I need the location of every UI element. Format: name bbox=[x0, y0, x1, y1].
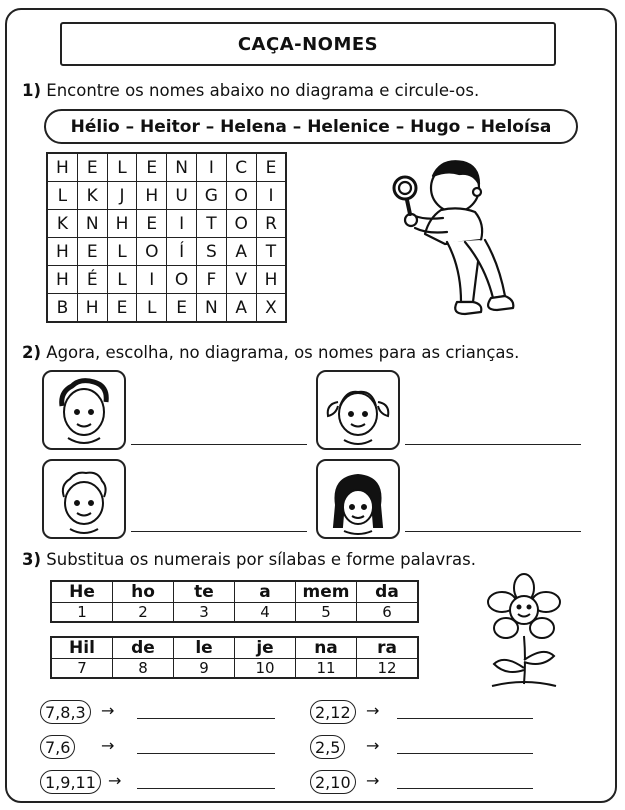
numeral-cell: 9 bbox=[174, 659, 235, 679]
grid-cell[interactable]: L bbox=[107, 238, 137, 266]
syllable-row bbox=[51, 581, 418, 603]
grid-cell[interactable]: O bbox=[226, 182, 256, 210]
arrow-icon: → bbox=[366, 771, 380, 790]
word-answer-line[interactable] bbox=[137, 788, 275, 789]
grid-cell[interactable]: E bbox=[77, 153, 107, 182]
grid-cell[interactable]: E bbox=[137, 210, 167, 238]
grid-cell[interactable]: O bbox=[226, 210, 256, 238]
grid-row bbox=[47, 210, 286, 238]
question-3 bbox=[22, 550, 476, 569]
numeral-cell: 12 bbox=[357, 659, 419, 679]
grid-cell[interactable]: O bbox=[137, 238, 167, 266]
numeral-cell: 2 bbox=[113, 603, 174, 623]
grid-cell[interactable]: L bbox=[107, 266, 137, 294]
answer-line-4[interactable] bbox=[405, 531, 581, 532]
grid-cell[interactable]: A bbox=[226, 238, 256, 266]
question-1-number: 1) bbox=[22, 81, 42, 100]
boy-magnifier-icon bbox=[385, 148, 525, 328]
number-code: 7,8,3 bbox=[40, 700, 91, 724]
question-1 bbox=[22, 81, 479, 100]
grid-cell[interactable]: H bbox=[137, 182, 167, 210]
grid-row bbox=[47, 182, 286, 210]
syllable-cell: Hil bbox=[51, 637, 113, 659]
grid-row bbox=[47, 294, 286, 323]
grid-cell[interactable]: I bbox=[196, 153, 226, 182]
syllable-cell: mem bbox=[296, 581, 357, 603]
grid-cell[interactable]: L bbox=[137, 294, 167, 323]
grid-cell[interactable]: F bbox=[196, 266, 226, 294]
question-1-text: Encontre os nomes abaixo no diagrama e circule-os. bbox=[46, 81, 480, 100]
syllable-cell: te bbox=[174, 581, 235, 603]
arrow-icon: → bbox=[366, 736, 380, 755]
grid-cell[interactable]: G bbox=[196, 182, 226, 210]
grid-cell[interactable]: U bbox=[167, 182, 197, 210]
number-code: 1,9,11 bbox=[40, 770, 101, 794]
grid-cell[interactable]: K bbox=[47, 210, 77, 238]
word-answer-line[interactable] bbox=[137, 718, 275, 719]
grid-row bbox=[47, 266, 286, 294]
syllable-cell: ho bbox=[113, 581, 174, 603]
wavy-hair-boy-icon bbox=[44, 461, 124, 537]
word-search-grid bbox=[46, 152, 287, 323]
grid-cell[interactable]: L bbox=[107, 153, 137, 182]
names-list bbox=[44, 109, 578, 144]
question-2-text: Agora, escolha, no diagrama, os nomes para as crianças. bbox=[46, 343, 520, 362]
grid-cell[interactable]: H bbox=[77, 294, 107, 323]
grid-cell[interactable]: X bbox=[256, 294, 286, 323]
grid-row bbox=[47, 238, 286, 266]
grid-cell[interactable]: E bbox=[137, 153, 167, 182]
syllable-cell: a bbox=[235, 581, 296, 603]
grid-cell[interactable]: E bbox=[107, 294, 137, 323]
grid-cell[interactable]: S bbox=[196, 238, 226, 266]
grid-cell[interactable]: C bbox=[226, 153, 256, 182]
question-3-number: 3) bbox=[22, 550, 42, 569]
question-3-text: Substitua os numerais por sílabas e forme palavras. bbox=[46, 550, 476, 569]
grid-cell[interactable]: L bbox=[47, 182, 77, 210]
numeral-cell: 1 bbox=[51, 603, 113, 623]
grid-cell[interactable]: J bbox=[107, 182, 137, 210]
child-photo-2 bbox=[316, 370, 400, 450]
number-code: 2,12 bbox=[310, 700, 356, 724]
question-2 bbox=[22, 343, 519, 362]
grid-cell[interactable]: E bbox=[77, 238, 107, 266]
grid-cell[interactable]: R bbox=[256, 210, 286, 238]
grid-cell[interactable]: Í bbox=[167, 238, 197, 266]
numeral-cell: 3 bbox=[174, 603, 235, 623]
grid-cell[interactable]: B bbox=[47, 294, 77, 323]
grid-cell[interactable]: H bbox=[47, 238, 77, 266]
syllable-cell: na bbox=[296, 637, 357, 659]
grid-cell[interactable]: N bbox=[77, 210, 107, 238]
numeral-cell: 6 bbox=[357, 603, 419, 623]
numeral-cell: 8 bbox=[113, 659, 174, 679]
syllable-cell: le bbox=[174, 637, 235, 659]
question-2-number: 2) bbox=[22, 343, 42, 362]
dark-hair-girl-icon bbox=[318, 461, 398, 537]
arrow-icon: → bbox=[366, 701, 380, 720]
answer-line-2[interactable] bbox=[405, 444, 581, 445]
numeral-cell: 5 bbox=[296, 603, 357, 623]
child-photo-4 bbox=[316, 459, 400, 539]
number-code: 7,6 bbox=[40, 735, 75, 759]
grid-cell[interactable]: I bbox=[256, 182, 286, 210]
syllable-cell: ra bbox=[357, 637, 419, 659]
answer-line-1[interactable] bbox=[131, 444, 307, 445]
grid-cell[interactable]: H bbox=[256, 266, 286, 294]
pigtails-girl-icon bbox=[318, 372, 398, 448]
grid-cell[interactable]: I bbox=[137, 266, 167, 294]
numeral-cell: 10 bbox=[235, 659, 296, 679]
grid-cell[interactable]: H bbox=[47, 266, 77, 294]
word-answer-line[interactable] bbox=[397, 753, 533, 754]
grid-cell[interactable]: A bbox=[226, 294, 256, 323]
grid-cell[interactable]: T bbox=[256, 238, 286, 266]
child-photo-1 bbox=[42, 370, 126, 450]
number-code: 2,10 bbox=[310, 770, 356, 794]
grid-cell[interactable]: O bbox=[167, 266, 197, 294]
numeral-cell: 4 bbox=[235, 603, 296, 623]
grid-row bbox=[47, 153, 286, 182]
grid-cell[interactable]: I bbox=[167, 210, 197, 238]
word-answer-line[interactable] bbox=[397, 718, 533, 719]
numeral-cell: 7 bbox=[51, 659, 113, 679]
arrow-icon: → bbox=[101, 701, 115, 720]
syllable-table-2 bbox=[50, 636, 419, 679]
syllable-cell: He bbox=[51, 581, 113, 603]
word-answer-line[interactable] bbox=[397, 788, 533, 789]
arrow-icon: → bbox=[101, 736, 115, 755]
worksheet-title bbox=[60, 22, 556, 66]
grid-cell[interactable]: N bbox=[167, 153, 197, 182]
names-list-text: Hélio – Heitor – Helena – Helenice – Hugo – Heloísa bbox=[70, 116, 552, 137]
syllable-cell: da bbox=[357, 581, 419, 603]
grid-cell[interactable]: V bbox=[226, 266, 256, 294]
grid-cell[interactable]: É bbox=[77, 266, 107, 294]
grid-cell[interactable]: K bbox=[77, 182, 107, 210]
grid-cell[interactable]: T bbox=[196, 210, 226, 238]
syllable-cell: de bbox=[113, 637, 174, 659]
grid-cell[interactable]: H bbox=[107, 210, 137, 238]
word-answer-line[interactable] bbox=[137, 753, 275, 754]
flower-icon bbox=[482, 572, 566, 692]
numeral-row bbox=[51, 603, 418, 623]
grid-cell[interactable]: E bbox=[256, 153, 286, 182]
grid-cell[interactable]: H bbox=[47, 153, 77, 182]
title-text: CAÇA-NOMES bbox=[237, 33, 379, 55]
number-code: 2,5 bbox=[310, 735, 345, 759]
syllable-row bbox=[51, 637, 418, 659]
answer-line-3[interactable] bbox=[131, 531, 307, 532]
grid-cell[interactable]: E bbox=[167, 294, 197, 323]
syllable-cell: je bbox=[235, 637, 296, 659]
syllable-table-1 bbox=[50, 580, 419, 623]
arrow-icon: → bbox=[108, 771, 122, 790]
numeral-row bbox=[51, 659, 418, 679]
child-photo-3 bbox=[42, 459, 126, 539]
grid-cell[interactable]: N bbox=[196, 294, 226, 323]
curly-hair-boy-icon bbox=[44, 372, 124, 448]
numeral-cell: 11 bbox=[296, 659, 357, 679]
